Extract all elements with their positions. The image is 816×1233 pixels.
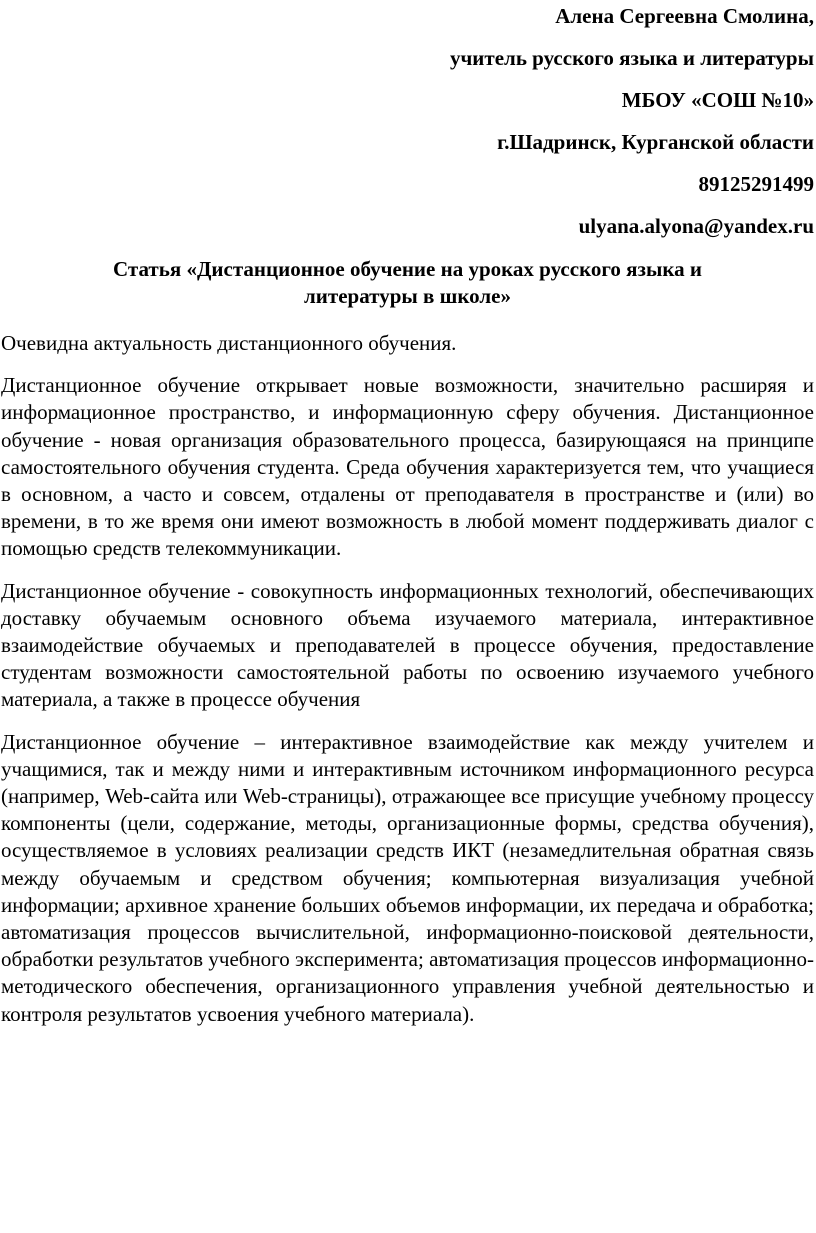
author-name: Алена Сергеевна Смолина, — [555, 4, 814, 28]
article-body — [1, 330, 814, 1028]
author-email: ulyana.alyona@yandex.ru — [578, 214, 814, 238]
author-phone: 89125291499 — [698, 172, 814, 196]
author-school: МБОУ «СОШ №10» — [621, 88, 814, 112]
author-info — [1, 4, 814, 238]
article-title — [31, 256, 784, 310]
paragraph: Дистанционное обучение открывает новые возможности, значительно расширяя и информационное пространство, и информационную сферу обучения. Дистанционное обучение - новая организация образовательного процесса, базирующаяся на принципе самостоятельного обучения студента. Среда обучения характеризуется тем, что учащиеся в основном, а часто и совсем, отдалены от преподавателя в пространстве и (или) во времени, в то же время они имеют возможность в любой момент поддерживать диалог с помощью средств телекоммуникации. — [1, 373, 814, 561]
article-title-line-2: литературы в школе» — [304, 284, 511, 308]
paragraph: Дистанционное обучение - совокупность информационных технологий, обеспечивающих доставку обучаемым основного объема изучаемого материала, интерактивное взаимодействие обучаемых и преподавателей в процессе обучения, предоставление студентам возможности самостоятельной работы по освоению изучаемого учебного материала, а также в процессе обучения — [1, 578, 814, 712]
author-city: г.Шадринск, Курганской области — [497, 130, 814, 154]
paragraph: Очевидна актуальность дистанционного обучения. — [1, 331, 457, 355]
article-title-line-1: Статья «Дистанционное обучение на уроках русского языка и — [113, 257, 702, 281]
author-position: учитель русского языка и литературы — [449, 46, 814, 70]
paragraph: Дистанционное обучение – интерактивное взаимодействие как между учителем и учащимися, так и между ними и интерактивным источником информационного ресурса (например, Web-сайта или Web-страницы), отражающее все присущие учебному процессу компоненты (цели, содержание, методы, организационные формы, средства обучения), осуществляемое в условиях реализации средств ИКТ (незамедлительная обратная связь между обучаемым и средством обучения; компьютерная визуализация учебной информации; архивное хранение больших объемов информации, их передача и обработка; автоматизация процессов вычислительной, информационно-поисковой деятельности, обработки результатов учебного эксперимента; автоматизация процессов информационно-методического обеспечения, организационного управления учебной деятельностью и контроля результатов усвоения учебного материала). — [1, 729, 814, 1026]
